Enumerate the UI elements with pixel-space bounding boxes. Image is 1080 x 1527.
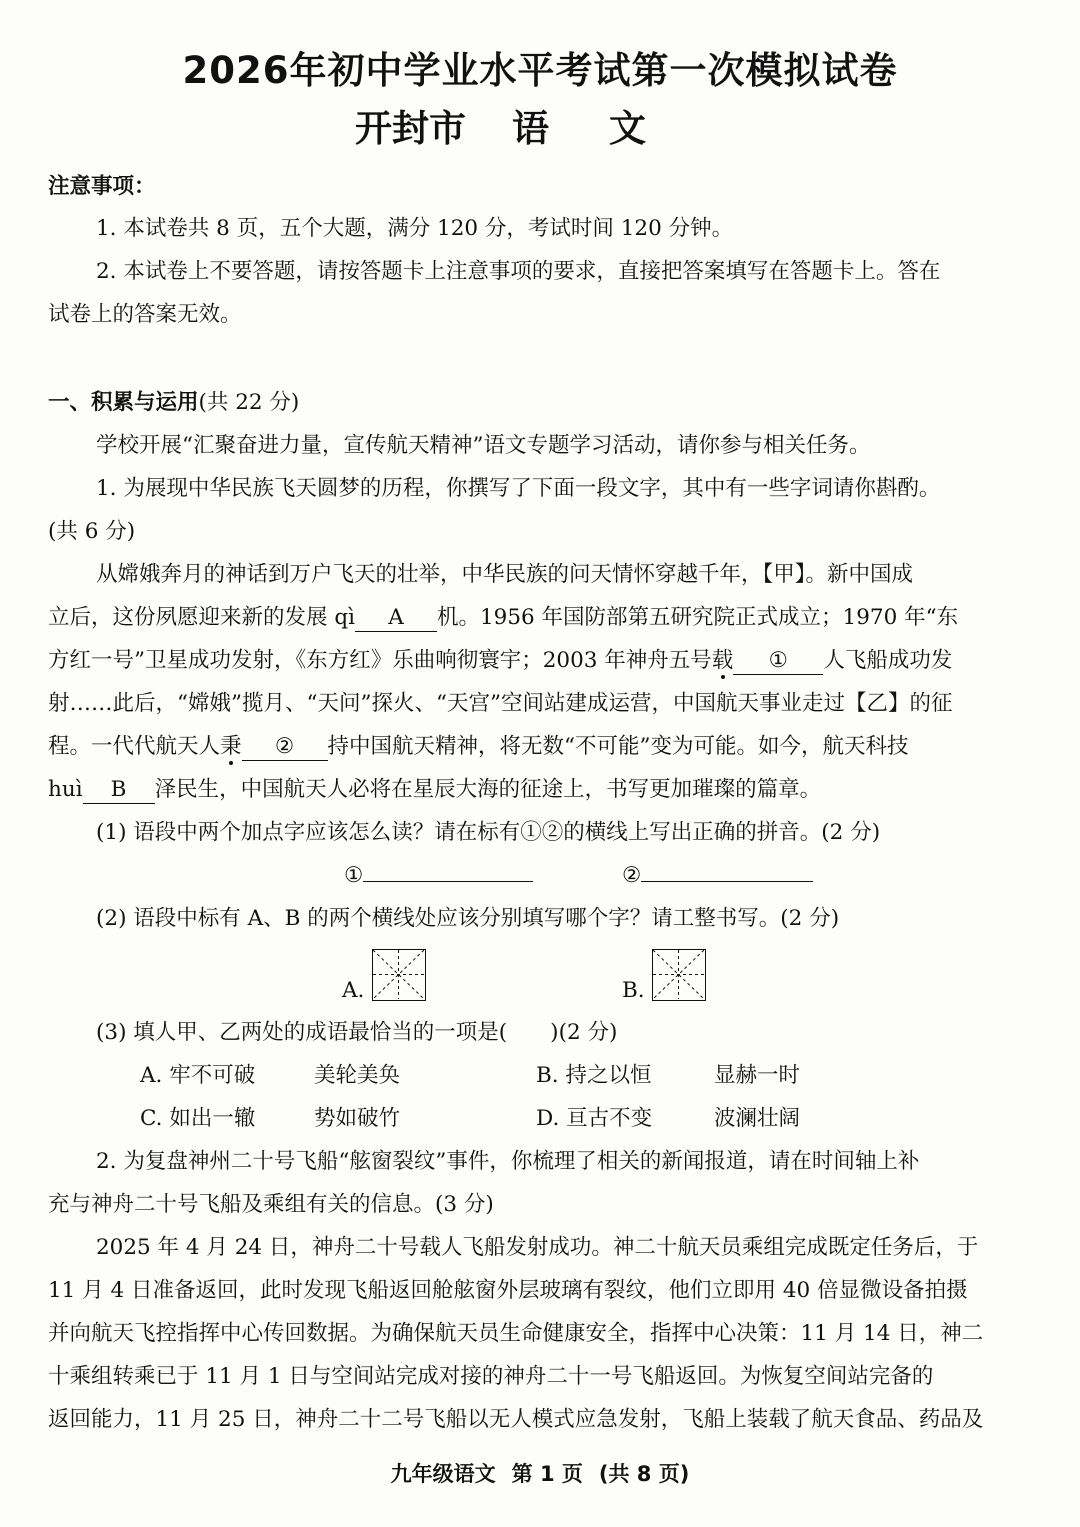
q1-sub-2: (2) 语段中标有 A、B 的两个横线处应该分别填写哪个字？请工整书写。(2 分) (96, 906, 840, 931)
section-1-intro: 学校开展“汇聚奋进力量，宣传航天精神”语文专题学习活动，请你参与相关任务。 (96, 433, 871, 458)
q1-sub-1: (1) 语段中两个加点字应该怎么读？请在标有①②的横线上写出正确的拼音。(2 分) (96, 820, 881, 845)
q1-passage-line-1: 从嫦娥奔月的神话到万户飞天的壮举，中华民族的问天情怀穿越千年，【甲】。新中国成 (96, 562, 914, 587)
notice-item-2-line-1: 2. 本试卷上不要答题，请按答题卡上注意事项的要求，直接把答案填写在答题卡上。答在 (96, 259, 941, 284)
blank-1: ① (733, 648, 823, 675)
q2-stem-line-2: 充与神舟二十号飞船及乘组有关的信息。(3 分) (48, 1192, 494, 1217)
option-a-first: A. 牢不可破 (140, 1063, 256, 1088)
option-a-second: 美轮美奂 (314, 1063, 401, 1088)
city-name: 开封市 (355, 107, 466, 150)
passage-text: 方红一号”卫星成功发射，《东方红》乐曲响彻寰宇；2003 年神舟五号 (48, 648, 712, 673)
writing-grid-a (372, 949, 426, 1001)
q1-stem-line-1: 1. 为展现中华民族飞天圆梦的历程，你撰写了下面一段文字，其中有一些字词请你斟酌。 (96, 476, 941, 501)
q2-stem-line-1: 2. 为复盘神州二十号飞船“舷窗裂纹”事件，你梳理了相关的新闻报道，请在时间轴上补 (96, 1149, 920, 1174)
subject-char-2: 文 (609, 107, 646, 150)
dotted-char-2: 秉 (220, 734, 242, 759)
notice-heading: 注意事项： (48, 174, 156, 199)
answer-blank-2 (641, 881, 813, 882)
writing-grid-b (652, 949, 706, 1001)
dotted-char-1: 载 (711, 648, 734, 673)
answer-line-1 (344, 861, 533, 891)
q2-passage-line-4: 十乘组转乘已于 11 月 1 日与空间站完成对接的神舟二十一号飞船返回。为恢复空间站完备的 (48, 1364, 934, 1389)
option-d-second: 波澜壮阔 (714, 1106, 801, 1131)
grid-guides-icon (373, 950, 424, 999)
grid-guides-icon (653, 950, 704, 999)
q2-passage-line-5: 返回能力，11 月 25 日，神舟二十二号飞船以无人模式应急发射，飞船上装载了航天食品、药品及 (48, 1407, 984, 1432)
exam-title: 2026年初中学业水平考试第一次模拟试卷 (182, 49, 898, 92)
page-footer (0, 1458, 1080, 1488)
passage-text: 持中国航天精神，将无数“不可能”变为可能。如今，航天科技 (327, 734, 909, 759)
passage-text: 机。1956 年国防部第五研究院正式成立；1970 年“东 (436, 605, 959, 630)
q1-stem-line-2: (共 6 分) (48, 519, 136, 544)
passage-text: 立后，这份夙愿迎来新的发展 qì (48, 605, 355, 630)
q1-passage-line-4: 射……此后，“嫦娥”揽月、“天问”探火、“天宫”空间站建成运营，中国航天事业走过【乙】的征 (48, 691, 953, 716)
q1-passage-line-5 (48, 732, 909, 762)
option-b-second: 显赫一时 (714, 1063, 801, 1088)
blank-b: B (83, 777, 155, 804)
passage-text: 程。一代代航天人 (48, 734, 221, 759)
option-b-first: B. 持之以恒 (536, 1063, 652, 1088)
section-1-title: 一、积累与运用 (48, 390, 199, 415)
exam-subtitle (355, 98, 646, 152)
passage-text: 人飞船成功发 (823, 648, 953, 673)
q2-passage-line-2: 11 月 4 日准备返回，此时发现飞船返回舱舷窗外层玻璃有裂纹，他们立即用 40 倍显微设备拍摄 (48, 1278, 968, 1303)
notice-item-1: 1. 本试卷共 8 页，五个大题，满分 120 分，考试时间 120 分钟。 (96, 216, 734, 241)
footer-total-pages: (共 8 页) (598, 1462, 690, 1486)
notice-item-2-line-2: 试卷上的答案无效。 (48, 302, 242, 327)
q1-sub-3: (3) 填人甲、乙两处的成语最恰当的一项是( )(2 分) (96, 1020, 618, 1045)
q1-passage-line-2 (48, 603, 958, 633)
option-d-first: D. 亘古不变 (536, 1106, 653, 1131)
answer-label-1: ① (344, 863, 364, 888)
option-c-second: 势如破竹 (314, 1106, 401, 1131)
q1-passage-line-6 (48, 775, 821, 805)
blank-2: ② (242, 734, 328, 761)
passage-text: 泽民生，中国航天人必将在星辰大海的征途上，书写更加璀璨的篇章。 (154, 777, 822, 802)
footer-grade: 九年级语文 (390, 1462, 496, 1486)
q1-passage-line-3 (48, 646, 952, 676)
q2-passage-line-1: 2025 年 4 月 24 日，神舟二十号载人飞船发射成功。神二十航天员乘组完成既定任务后，于 (96, 1235, 979, 1260)
blank-a: A (355, 605, 437, 632)
q2-passage-line-3: 并向航天飞控指挥中心传回数据。为确保航天员生命健康安全，指挥中心决策：11 月 14 日，神二 (48, 1321, 984, 1346)
answer-label-2: ② (622, 863, 642, 888)
subject-char-1: 语 (512, 107, 549, 150)
box-b-label: B. (622, 978, 645, 1003)
section-1-heading (48, 388, 299, 418)
passage-text: huì (48, 777, 83, 802)
option-c-first: C. 如出一辙 (140, 1106, 256, 1131)
answer-blank-1 (363, 881, 533, 882)
section-1-points: (共 22 分) (198, 390, 300, 415)
footer-page-number: 第 1 页 (511, 1462, 583, 1486)
box-a-label: A. (342, 978, 365, 1003)
answer-line-2 (622, 861, 813, 891)
